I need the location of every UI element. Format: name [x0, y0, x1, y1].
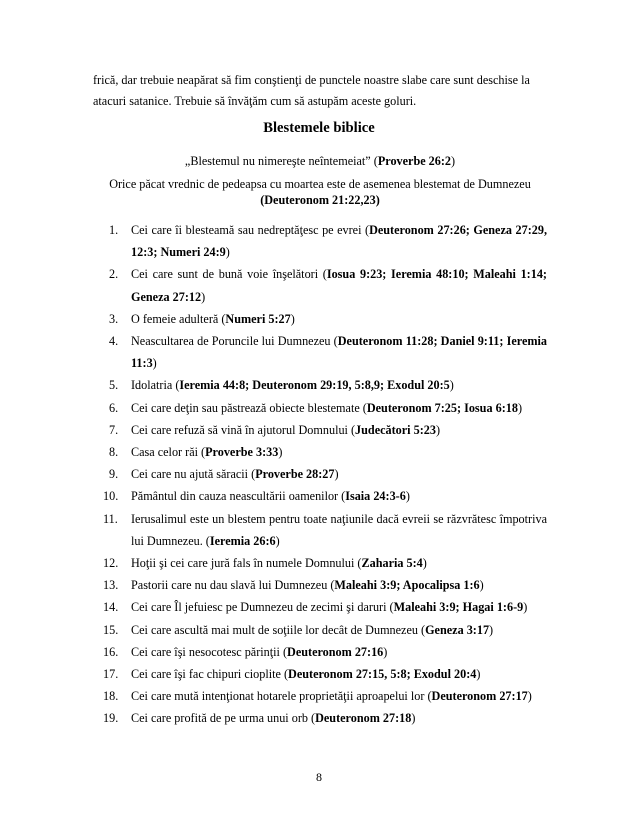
list-item-reference: Geneza 3:17 — [425, 622, 490, 637]
quote-reference: Proverbe 26:2 — [377, 154, 452, 168]
list-item-reference: Deuteronom 27:15, 5:8; Exodul 20:4 — [288, 667, 477, 682]
list-item — [93, 419, 547, 441]
list-item-number: 13. — [103, 578, 119, 593]
statement-text: Orice păcat vrednic de pedeapsa cu moartea este de asemenea blestemat de Dumnezeu — [109, 177, 531, 191]
list-item-number: 10. — [103, 489, 119, 504]
list-item-text: Cei care deţin sau păstrează obiecte blestemate ( — [131, 400, 367, 415]
list-item-reference: Zaharia 5:4 — [361, 556, 423, 571]
list-item-reference: Maleahi 3:9; Hagai 1:6-9 — [393, 600, 524, 615]
list-item-reference: Judecători 5:23 — [355, 422, 436, 437]
list-item-number: 17. — [103, 667, 119, 682]
list-item-text: Pastorii care nu dau slavă lui Dumnezeu ( — [131, 578, 335, 593]
list-item-text: Cei care ascultă mai mult de soţiile lor decât de Dumnezeu ( — [131, 622, 426, 637]
list-item-close: ) — [152, 356, 157, 371]
list-item-close: ) — [435, 422, 441, 437]
list-item-number: 16. — [103, 644, 119, 659]
list-item — [93, 463, 547, 485]
list-item-text: Cei care Îl jefuiesc pe Dumnezeu de zecimi şi daruri ( — [131, 600, 394, 615]
curse-statement — [93, 176, 547, 208]
list-item-reference: Isaia 24:3-6 — [345, 489, 406, 504]
list-item-text: Casa celor răi ( — [131, 445, 206, 460]
list-item-reference: Proverbe 28:27 — [255, 467, 335, 482]
list-item-close: ) — [275, 533, 280, 548]
list-item-text: Cei care îşi fac chipuri cioplite ( — [131, 667, 289, 682]
list-item-close: ) — [334, 467, 339, 482]
list-item-text: Hoţii şi cei care jură fals în numele Domnului ( — [131, 556, 362, 571]
list-item-close: ) — [405, 489, 410, 504]
list-item-text: Pământul din cauza neascultării oamenilor ( — [131, 489, 346, 504]
quote-close: ) — [451, 154, 456, 168]
list-item-reference: Ieremia 26:6 — [209, 533, 276, 548]
intro-line-1: frică, dar trebuie neapărat să fim conştienţi de punctele noastre slabe care sunt deschise la — [93, 73, 530, 87]
list-item-close: ) — [383, 644, 388, 659]
list-item — [93, 663, 547, 685]
list-item-number: 3. — [109, 311, 119, 326]
list-item-text: Idolatria ( — [131, 378, 180, 393]
list-item — [93, 707, 547, 729]
list-item-close: ) — [278, 445, 283, 460]
list-item-number: 11. — [103, 511, 118, 526]
list-item-text: Cei care îşi nesocotesc părinţii ( — [131, 644, 288, 659]
list-item-close: ) — [411, 711, 416, 726]
list-item-reference: Deuteronom 27:26; Geneza 27:29, 12:3; Numeri 24:9 — [131, 223, 547, 260]
list-item-text: Cei care nu ajută săracii ( — [131, 467, 256, 482]
list-item-number: 2. — [109, 267, 119, 282]
list-item-number: 6. — [109, 400, 119, 415]
statement-reference-line — [93, 192, 547, 208]
proverb-quote — [93, 151, 547, 171]
list-item — [93, 619, 547, 641]
list-item — [93, 508, 547, 552]
intro-line-2: atacuri satanice. Trebuie să învăţăm cum să astupăm aceste goluri. — [93, 94, 417, 108]
page-number: 8 — [316, 770, 322, 784]
statement-ref-open: ( — [260, 193, 265, 207]
list-item-number: 14. — [103, 600, 119, 615]
list-item-reference: Iosua 9:23; Ieremia 48:10; Maleahi 1:14; Geneza 27:12 — [131, 267, 547, 304]
statement-ref-close: ) — [375, 193, 380, 207]
list-item — [93, 374, 547, 396]
list-item — [93, 574, 547, 596]
list-item-reference: Proverbe 3:33 — [205, 445, 279, 460]
list-item-text: Cei care mută intenţionat hotarele proprietăţii aproapelui lor ( — [131, 689, 432, 704]
list-item-number: 18. — [103, 689, 119, 704]
list-item-reference: Deuteronom 27:16 — [287, 644, 384, 659]
section-heading: Blestemele biblice — [263, 120, 375, 136]
list-item-close: ) — [201, 289, 206, 304]
list-item-reference: Ieremia 44:8; Deuteronom 29:19, 5:8,9; Exodul 20:5 — [179, 378, 450, 393]
quote-text: „Blestemul nu nimereşte neîntemeiat” ( — [184, 154, 378, 168]
list-item — [93, 485, 547, 507]
list-item-number: 4. — [109, 334, 119, 349]
curse-list — [93, 219, 547, 730]
list-item — [93, 330, 547, 374]
list-item-number: 7. — [109, 422, 119, 437]
list-item-close: ) — [479, 578, 484, 593]
list-item-number: 1. — [109, 223, 119, 237]
list-item-close: ) — [290, 311, 295, 326]
list-item-number: 12. — [103, 556, 119, 571]
list-item-text: Cei care sunt de bună voie înşelători ( — [131, 267, 327, 282]
list-item-close: ) — [527, 689, 532, 704]
list-item — [93, 596, 547, 618]
list-item-text: Ierusalimul este un blestem pentru toate naţiunile dacă evreii se răzvrătesc împotriva lui Dumnezeu. ( — [131, 511, 547, 548]
list-item-reference: Numeri 5:27 — [225, 311, 291, 326]
list-item-number: 15. — [103, 622, 119, 637]
list-item — [93, 308, 547, 330]
intro-paragraph — [93, 70, 547, 112]
list-item-close: ) — [517, 400, 523, 415]
list-item-text: Cei care refuză să vină în ajutorul Domnului ( — [131, 422, 356, 437]
list-item-close: ) — [422, 556, 427, 571]
list-item-text: Neascultarea de Poruncile lui Dumnezeu ( — [131, 334, 338, 349]
list-item-number: 5. — [109, 378, 119, 393]
list-item — [93, 441, 547, 463]
list-item-close: ) — [476, 667, 481, 682]
list-item-text: O femeie adulteră ( — [131, 311, 226, 326]
statement-reference: Deuteronom 21:22,23 — [264, 193, 376, 207]
list-item-reference: Maleahi 3:9; Apocalipsa 1:6 — [334, 578, 480, 593]
list-item — [93, 263, 547, 307]
list-item-close: ) — [489, 622, 494, 637]
list-item-number: 19. — [103, 711, 119, 726]
list-item — [93, 685, 547, 707]
list-item-reference: Deuteronom 27:17 — [431, 689, 528, 704]
list-item-number: 9. — [109, 467, 119, 482]
list-item-close: ) — [225, 245, 230, 260]
list-item-text: Cei care îi blesteamă sau nedreptăţesc pe evrei ( — [131, 223, 370, 237]
list-item-close: ) — [449, 378, 454, 393]
list-item — [93, 641, 547, 663]
list-item — [93, 397, 547, 419]
list-item-number: 8. — [109, 445, 119, 460]
list-item — [93, 219, 547, 263]
list-item-reference: Deuteronom 11:28; Daniel 9:11; Ieremia 11:3 — [131, 334, 548, 371]
list-item-close: ) — [523, 600, 528, 615]
list-item-reference: Deuteronom 27:18 — [315, 711, 412, 726]
list-item — [93, 552, 547, 574]
list-item-reference: Deuteronom 7:25; Iosua 6:18 — [366, 400, 518, 415]
list-item-text: Cei care profită de pe urma unui orb ( — [131, 711, 316, 726]
